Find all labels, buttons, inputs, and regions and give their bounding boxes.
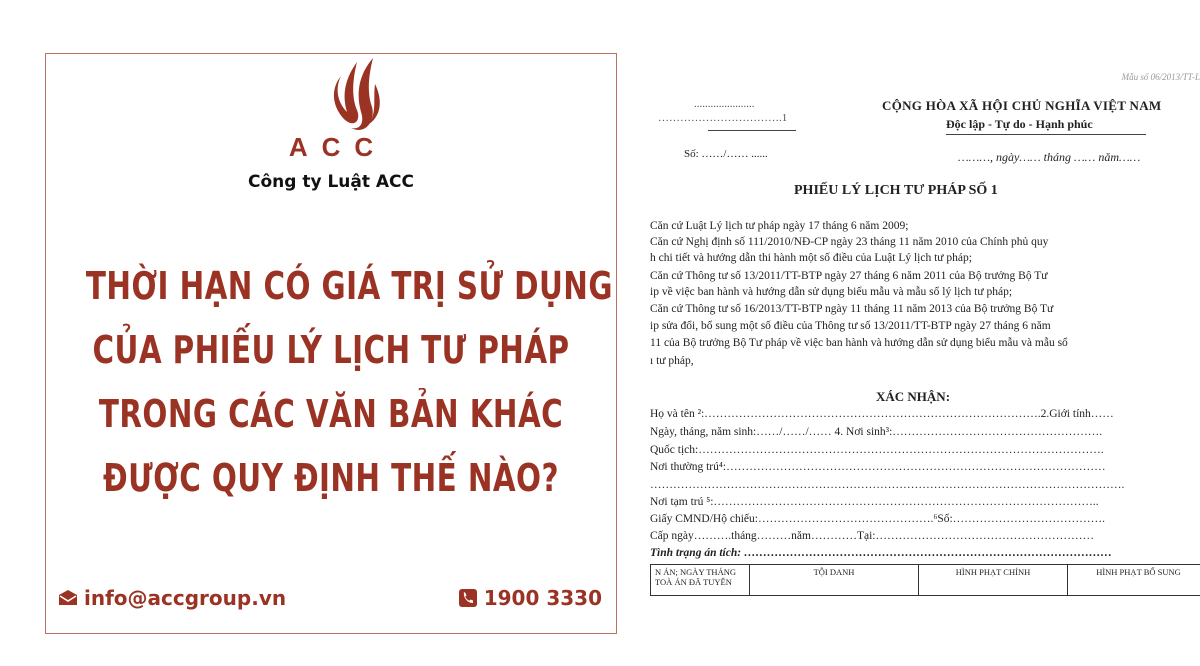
form-field: Nơi thường trú⁴:……………………………………………………………………………………… (650, 461, 1106, 473)
envelope-icon (58, 588, 78, 608)
email-contact[interactable] (58, 586, 286, 610)
form-field: Cấp ngày……….tháng………năm…………Tại:………………………………………………… (650, 530, 1094, 542)
document-image (640, 60, 1200, 620)
document-title: PHIẾU LÝ LỊCH TƯ PHÁP SỐ 1 (794, 183, 998, 198)
table-header: HÌNH PHẠT BỔ SUNG (1068, 565, 1200, 596)
headline-line-3: TRONG CÁC VĂN BẢN KHÁC (98, 392, 564, 436)
form-field: Nơi tạm trú ⁵:……………………………………………………………………………………….. (650, 496, 1099, 508)
motto: Độc lập - Tự do - Hạnh phúc (946, 117, 1093, 131)
form-field: Họ và tên ²:…………………………………………………………………………….2.Giới tính…… (650, 408, 1114, 420)
date-line: ………, ngày…… tháng …… năm…… (958, 150, 1141, 164)
table-header: TỘI DANH (750, 565, 919, 596)
company-name: Công ty Luật ACC (247, 172, 415, 192)
table-header: N ÁN; NGÀY THÁNG TOÀ ÁN ĐÃ TUYÊN (651, 565, 750, 596)
basis-line: Căn cứ Thông tư số 13/2011/TT-BTP ngày 27 tháng 6 năm 2011 của Bộ trưởng Bộ Tư (650, 270, 1048, 282)
nation-header: CỘNG HÒA XÃ HỘI CHỦ NGHĨA VIỆT NAM (882, 98, 1162, 113)
form-field: Ngày, tháng, năm sinh:……/……/…… 4. Nơi sinh³:………………………………………………. (650, 426, 1103, 438)
phone-icon (458, 588, 478, 608)
confirm-heading: XÁC NHẬN: (876, 389, 951, 404)
form-field: Giấy CMND/Hộ chiếu:……………………………………….⁶Số:…………………………………. (650, 513, 1106, 525)
phone-contact[interactable] (458, 586, 602, 610)
form-code: Mẫu số 06/2013/TT-L (1121, 72, 1200, 82)
agency-dots-2: …………………………….1 (658, 112, 788, 124)
divider (946, 134, 1146, 135)
title-card (45, 53, 617, 634)
basis-line: h chi tiết và hướng dẫn thi hành một số điều của Luật Lý lịch tư pháp; (650, 252, 972, 264)
form-field: Quốc tịch:……………………………………………………………………………………………. (650, 444, 1104, 456)
basis-line: 11 của Bộ trưởng Bộ Tư pháp về việc ban hành và hướng dẫn sử dụng biểu mẫu và mẫu sổ (650, 337, 1068, 349)
email-text[interactable]: info@accgroup.vn (84, 586, 287, 610)
basis-line: ı tư pháp, (650, 355, 694, 367)
basis-line: Căn cứ Nghị định số 111/2010/NĐ-CP ngày 23 tháng 11 năm 2010 của Chính phủ quy (650, 236, 1049, 248)
agency-dots-1: ...................... (694, 98, 755, 110)
form-field: ……………………………………………………………………………………………………………. (650, 479, 1125, 491)
headline-line-2: CỦA PHIẾU LÝ LỊCH TƯ PHÁP (92, 328, 570, 372)
brand-name: ACC (288, 132, 388, 162)
basis-line: Căn cứ Luật Lý lịch tư pháp ngày 17 tháng 6 năm 2009; (650, 220, 909, 232)
phone-text[interactable]: 1900 3330 (483, 586, 602, 610)
headline-line-1: THỜI HẠN CÓ GIÁ TRỊ SỬ DỤNG (85, 264, 613, 308)
divider (708, 130, 796, 131)
headline (46, 254, 616, 510)
headline-line-4: ĐƯỢC QUY ĐỊNH THẾ NÀO? (103, 456, 559, 500)
conviction-table (650, 564, 1200, 596)
table-header: HÌNH PHẠT CHÍNH (919, 565, 1068, 596)
document-number: Số: ……/…… ...... (684, 148, 768, 160)
form-field: Tình trạng án tích: …………………………………………………………………………………… (650, 547, 1112, 559)
basis-line: ip sửa đổi, bổ sung một số điều của Thông tư số 13/2011/TT-BTP ngày 27 tháng 6 năm (650, 320, 1051, 332)
basis-line: Căn cứ Thông tư số 16/2013/TT-BTP ngày 11 tháng 11 năm 2013 của Bộ trưởng Bộ Tư (650, 303, 1054, 315)
basis-line: ip về việc ban hành và hướng dẫn sử dụng biểu mẫu và mẫu sổ lý lịch tư pháp; (650, 286, 1013, 298)
